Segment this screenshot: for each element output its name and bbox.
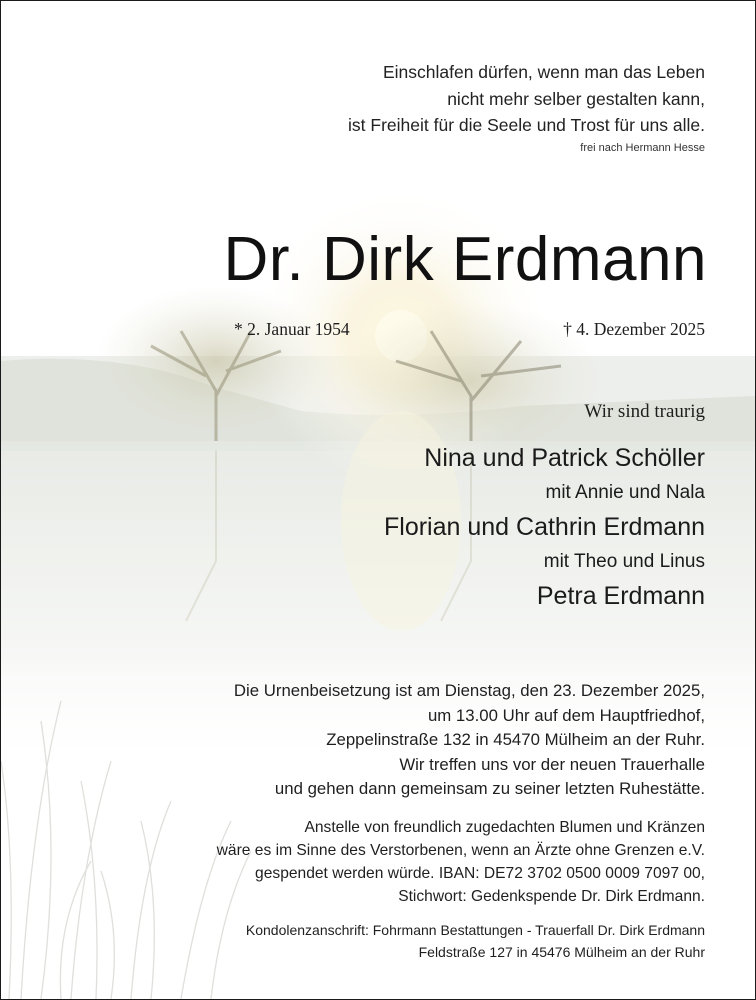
condolence-line: Kondolenzanschrift: Fohrmann Bestattungen - Trauerfall Dr. Dirk Erdmann <box>245 922 705 938</box>
mourner-line: Petra Erdmann <box>536 582 705 610</box>
poem-source: frei nach Hermann Hesse <box>580 142 705 154</box>
poem-line: ist Freiheit für die Seele und Trost für uns alle. <box>348 115 705 135</box>
mourner-line: mit Theo und Linus <box>543 551 705 572</box>
mourner-line: Nina und Patrick Schöller <box>424 444 705 472</box>
mourner-line: Florian und Cathrin Erdmann <box>384 513 705 541</box>
death-date: † 4. Dezember 2025 <box>563 319 705 339</box>
funeral-line: um 13.00 Uhr auf dem Hauptfriedhof, <box>427 705 705 725</box>
birth-date: * 2. Januar 1954 <box>234 319 350 339</box>
condolence-address <box>246 919 705 963</box>
donation-info <box>217 816 705 908</box>
poem <box>348 59 705 139</box>
funeral-line: und gehen dann gemeinsam zu seiner letzten Ruhestätte. <box>274 779 705 798</box>
mourner-line: mit Annie und Nala <box>545 482 705 503</box>
funeral-line: Wir treffen uns vor der neuen Trauerhalle <box>399 754 705 774</box>
mourners-intro: Wir sind traurig <box>584 401 705 422</box>
funeral-line: Die Urnenbeisetzung ist am Dienstag, den 23. Dezember 2025, <box>233 681 705 700</box>
poem-line: Einschlafen dürfen, wenn man das Leben <box>382 62 705 82</box>
donation-line: Anstelle von freundlich zugedachten Blumen und Kränzen <box>304 819 705 836</box>
donation-line: wäre es im Sinne des Verstorbenen, wenn an Ärzte ohne Grenzen e.V. <box>216 842 705 859</box>
donation-line: Stichwort: Gedenkspende Dr. Dirk Erdmann. <box>398 888 705 905</box>
deceased-name: Dr. Dirk Erdmann <box>223 225 707 294</box>
funeral-line: Zeppelinstraße 132 in 45470 Mülheim an der Ruhr. <box>326 730 705 749</box>
condolence-line: Feldstraße 127 in 45476 Mülheim an der Ruhr <box>418 944 705 960</box>
funeral-info <box>234 679 705 802</box>
donation-line: gespendet werden würde. IBAN: DE72 3702 0500 0009 7097 00, <box>255 865 705 882</box>
poem-line: nicht mehr selber gestalten kann, <box>447 88 705 109</box>
